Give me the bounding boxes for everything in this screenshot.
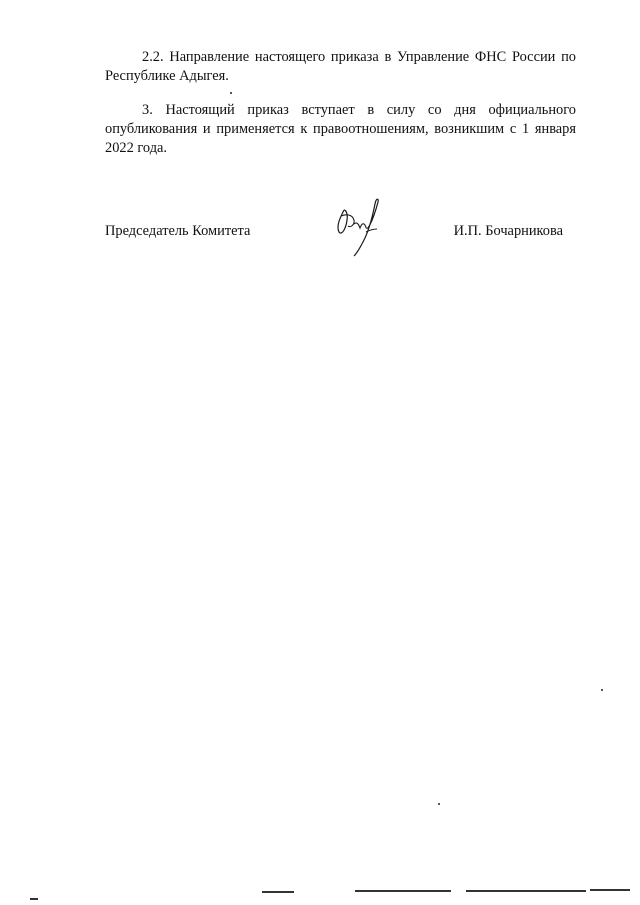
paragraph-3-text: 3. Настоящий приказ вступает в силу со дня официального опубликования и применяется к правоотношениям, возникшим с 1 января 2022 года. bbox=[105, 102, 576, 156]
signatory-position: Председатель Комитета bbox=[105, 223, 251, 239]
scan-speck bbox=[438, 803, 440, 805]
scan-edge-line bbox=[590, 889, 630, 891]
paragraph-3 bbox=[105, 101, 576, 158]
handwritten-signature bbox=[330, 192, 390, 262]
scan-speck bbox=[230, 92, 232, 94]
scan-edge-line bbox=[30, 898, 38, 900]
scan-edge-line bbox=[466, 890, 586, 892]
scan-edge-line bbox=[262, 891, 294, 893]
paragraph-2-2 bbox=[105, 48, 576, 86]
signatory-name: И.П. Бочарникова bbox=[453, 223, 563, 239]
scan-edge-line bbox=[355, 890, 451, 892]
scan-speck bbox=[601, 689, 603, 691]
paragraph-2-2-text: 2.2. Направление настоящего приказа в Управление ФНС России по Республике Адыгея. bbox=[105, 49, 576, 84]
